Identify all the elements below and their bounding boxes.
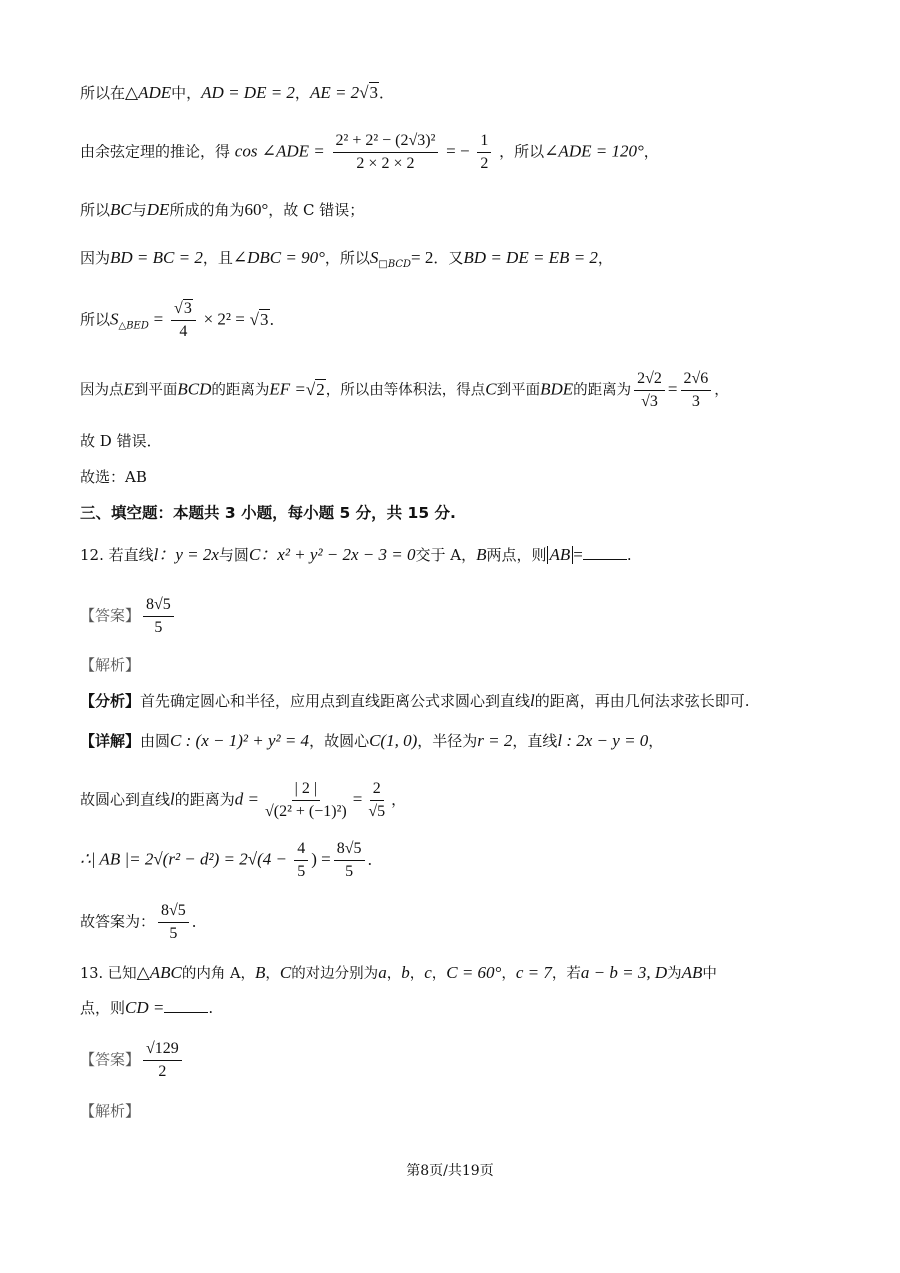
answer-13 xyxy=(80,1040,840,1081)
text: 所以在 xyxy=(80,84,126,102)
denominator: 2 × 2 × 2 xyxy=(356,155,415,172)
math: B xyxy=(476,545,487,564)
math: l : 2x − y = 0 xyxy=(557,731,649,750)
fenxi-tag: 【分析】 xyxy=(80,692,141,710)
math: CD = xyxy=(125,998,165,1017)
math: 60° xyxy=(244,200,269,219)
fraction xyxy=(333,132,439,173)
numerator: 8√5 xyxy=(143,596,174,617)
text: 首先确定圆心和半径，应用点到直线距离公式求圆心到直线 xyxy=(140,692,531,710)
final-answer-line xyxy=(80,902,840,943)
text: ，故圆心 xyxy=(309,732,370,750)
denominator: 5 xyxy=(297,863,306,880)
math: BD = DE = EB = 2 xyxy=(463,248,598,267)
text: ，直线 xyxy=(512,732,558,750)
math: = 2 xyxy=(411,248,434,267)
text: ． xyxy=(367,850,383,869)
fraction xyxy=(477,132,491,173)
sqrt: √3 xyxy=(249,309,269,329)
text: 与圆 xyxy=(218,546,249,564)
math: C = 60° xyxy=(446,963,502,982)
math: BC xyxy=(110,200,132,219)
text: ， xyxy=(391,790,407,809)
fraction xyxy=(171,300,196,341)
text: 因为 xyxy=(80,249,111,267)
math: cos ∠ADE = xyxy=(234,141,325,161)
text: 所成的角为 xyxy=(169,201,245,219)
denominator: √3 xyxy=(641,393,658,410)
text: ，故 C 错误； xyxy=(268,201,365,219)
math: BD = BC = 2 xyxy=(110,248,203,267)
numerator: 1 xyxy=(477,132,491,153)
math: × 2² = xyxy=(203,309,245,329)
fraction xyxy=(294,840,308,881)
line-3 xyxy=(80,199,840,221)
line-6 xyxy=(80,370,840,411)
math: C xyxy=(485,379,497,399)
numerator: 8√5 xyxy=(334,840,365,861)
text: ，所以 xyxy=(499,142,545,161)
math: AD = DE = 2 xyxy=(201,83,295,102)
answer-12 xyxy=(80,596,840,637)
math: = xyxy=(573,545,583,564)
text: 的距离为 xyxy=(174,790,235,809)
text: 与 xyxy=(131,201,147,219)
math: C(1, 0) xyxy=(369,731,418,750)
math: DE xyxy=(146,200,170,219)
question-13 xyxy=(80,962,840,985)
answer-tag: 【答案】 xyxy=(80,1050,141,1069)
text: 由余弦定理的推论，得 xyxy=(80,142,231,161)
question-13-line-2 xyxy=(80,997,840,1019)
text: ，半径为 xyxy=(417,732,478,750)
text: ， xyxy=(386,966,402,982)
analysis-tag-2: 【解析】 xyxy=(80,1102,141,1120)
text: 中， xyxy=(171,84,202,102)
section-heading: 三、填空题：本题共 3 小题，每小题 5 分，共 15 分. xyxy=(80,504,456,522)
text: ．又 xyxy=(433,249,464,267)
math: AB xyxy=(547,546,574,564)
text: 所以 xyxy=(80,201,111,219)
math: B xyxy=(254,963,266,982)
radicand: 3 xyxy=(369,83,379,102)
fraction xyxy=(365,780,388,821)
text: ， xyxy=(648,732,664,750)
text: 两点，则 xyxy=(486,546,547,564)
denominator: √5 xyxy=(368,803,386,820)
math: ∴| AB |= 2√(r² − d²) = 2√(4 − xyxy=(80,849,292,869)
text: ， xyxy=(501,966,516,982)
line-5 xyxy=(80,300,840,341)
math: C xyxy=(248,545,261,564)
chord-line xyxy=(80,840,840,881)
math: AE = 2 xyxy=(309,83,360,102)
subscript: □BCD xyxy=(378,259,412,270)
denominator: 2 xyxy=(158,1063,167,1080)
text: ， xyxy=(597,249,613,267)
fraction xyxy=(158,902,189,943)
math: = xyxy=(153,309,164,329)
text: ，所以由等体积法，得点 xyxy=(325,382,486,399)
answer-blank xyxy=(583,545,627,560)
line-2 xyxy=(80,132,840,173)
line-8: 故选：AB xyxy=(80,468,147,486)
math: AB xyxy=(681,963,703,982)
radicand: 3 xyxy=(260,309,269,329)
numerator: √3 xyxy=(171,300,196,321)
text: 12. 若直线 xyxy=(80,546,154,564)
math: △ABC xyxy=(136,963,182,982)
text: 的距离，再由几何法求弦长即可. xyxy=(534,692,750,710)
sqrt: √3 xyxy=(359,83,379,102)
math: C : (x − 1)² + y² = 4 xyxy=(170,731,310,750)
fraction xyxy=(634,370,665,411)
text: 故圆心到直线 xyxy=(80,790,171,809)
fraction xyxy=(334,840,365,881)
text: ，且 xyxy=(202,249,233,267)
math: BDE xyxy=(540,379,574,399)
math: △ADE xyxy=(125,83,172,102)
math: ) = xyxy=(311,849,331,869)
line-7: 故 D 错误． xyxy=(80,432,162,450)
math: ∠DBC = 90° xyxy=(232,248,325,267)
numerator: | 2 | xyxy=(292,780,320,801)
math: ∠ADE = 120° xyxy=(544,141,644,161)
denominator: 4 xyxy=(179,323,188,340)
math: r = 2 xyxy=(477,731,513,750)
radicand: 3 xyxy=(183,300,192,317)
fenxi-line xyxy=(80,690,840,712)
text: ， xyxy=(265,966,280,982)
page-footer: 第8页/共19页 xyxy=(406,1163,494,1179)
detail-line xyxy=(80,730,840,752)
analysis-tag: 【解析】 xyxy=(80,656,141,674)
math: S xyxy=(110,309,119,329)
denominator: 2 xyxy=(480,155,489,172)
math: = xyxy=(352,789,363,809)
fraction xyxy=(143,596,174,637)
line-1 xyxy=(80,82,840,104)
answer-tag: 【答案】 xyxy=(80,606,141,625)
detail-tag: 【详解】 xyxy=(80,732,141,750)
numerator: 2√2 xyxy=(634,370,665,391)
fraction xyxy=(262,780,350,821)
denominator: 3 xyxy=(691,393,700,410)
numerator: 4 xyxy=(294,840,308,861)
text: ， xyxy=(714,382,729,399)
text: ， xyxy=(409,966,425,982)
text: ． xyxy=(269,310,285,329)
text: 由圆 xyxy=(140,732,171,750)
math: = xyxy=(667,379,678,399)
denominator: √(2² + (−1)²) xyxy=(265,803,347,820)
denominator: 5 xyxy=(169,925,178,942)
math: E xyxy=(123,379,134,399)
text: . xyxy=(626,546,632,564)
math: l xyxy=(153,545,159,564)
text: 的对边分别为 xyxy=(291,966,379,982)
sqrt: √2 xyxy=(305,379,325,399)
math: = − xyxy=(446,141,470,161)
math: C xyxy=(279,963,292,982)
text: 所以 xyxy=(80,310,111,329)
question-12 xyxy=(80,544,840,566)
text: 到平面 xyxy=(496,382,541,399)
text: 交于 A， xyxy=(415,546,477,564)
math: b xyxy=(401,963,410,982)
line-4 xyxy=(80,247,840,276)
text: ，若 xyxy=(551,966,581,982)
text: 点，则 xyxy=(80,999,126,1017)
text: 因为点 xyxy=(80,382,124,399)
answer-blank xyxy=(164,998,208,1013)
radicand: 2 xyxy=(316,379,325,399)
denominator: 5 xyxy=(345,863,354,880)
math: l xyxy=(530,691,535,710)
fraction xyxy=(681,370,712,411)
numerator: 2√6 xyxy=(681,370,712,391)
math: ：y = 2x xyxy=(158,545,219,564)
text: 为 xyxy=(667,966,682,982)
text: ， xyxy=(294,84,310,102)
text: 的内角 A， xyxy=(181,966,255,982)
math: BCD xyxy=(177,379,212,399)
math: S xyxy=(369,248,379,267)
text: ． xyxy=(191,912,207,931)
text: ． xyxy=(379,84,395,102)
math: c xyxy=(424,963,432,982)
fraction xyxy=(143,1040,182,1081)
math: EF = xyxy=(269,379,306,399)
subscript: △BED xyxy=(118,320,149,332)
math: c = 7 xyxy=(515,963,552,982)
numerator: 2² + 2² − (2√3)² xyxy=(333,132,439,153)
numerator: 8√5 xyxy=(158,902,189,923)
text: 故答案为： xyxy=(80,912,156,931)
numerator: 2 xyxy=(370,780,384,801)
math: d = xyxy=(234,789,259,809)
numerator: √129 xyxy=(143,1040,182,1061)
text: 到平面 xyxy=(133,382,178,399)
text: 的距离为 xyxy=(211,382,270,399)
text: . xyxy=(208,999,214,1017)
text: ， xyxy=(431,966,447,982)
math: a xyxy=(378,963,387,982)
text: ， xyxy=(643,142,659,161)
text: 的距离为 xyxy=(573,382,632,399)
distance-line xyxy=(80,780,840,821)
text: 13. 已知 xyxy=(80,966,137,982)
text: 中 xyxy=(702,966,717,982)
text: ，所以 xyxy=(324,249,370,267)
math: ：x² + y² − 2x − 3 = 0 xyxy=(260,545,416,564)
math: l xyxy=(170,789,175,809)
denominator: 5 xyxy=(154,619,163,636)
math: a − b = 3, D xyxy=(580,963,668,982)
